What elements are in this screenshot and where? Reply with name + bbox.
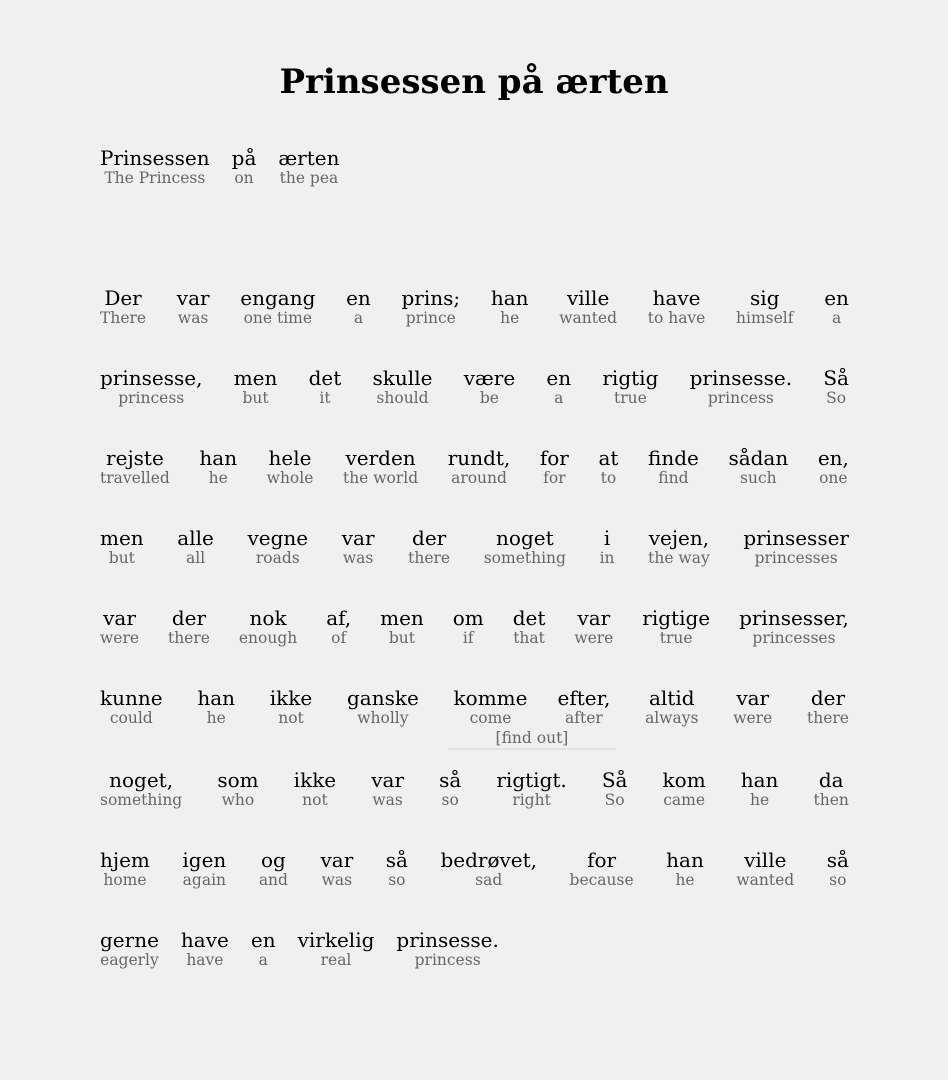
- english-gloss: was: [372, 791, 403, 809]
- word[interactable]: [600, 526, 615, 568]
- word[interactable]: [239, 606, 297, 648]
- word[interactable]: [100, 446, 170, 488]
- danish-word: men: [100, 526, 144, 550]
- english-gloss: eagerly: [100, 951, 159, 969]
- danish-word: igen: [182, 848, 227, 872]
- danish-word: ville: [744, 848, 787, 872]
- word[interactable]: [663, 768, 706, 810]
- danish-word: prinsesser,: [739, 606, 849, 630]
- phrase-group[interactable]: [454, 686, 611, 750]
- word[interactable]: [401, 286, 460, 328]
- english-gloss: wholly: [357, 709, 409, 727]
- danish-word: have: [652, 286, 701, 310]
- english-gloss: and: [258, 871, 288, 889]
- english-gloss: the pea: [279, 169, 339, 187]
- word[interactable]: [733, 686, 772, 728]
- word[interactable]: [440, 848, 537, 890]
- english-gloss: prince: [405, 309, 456, 327]
- word[interactable]: [177, 526, 214, 568]
- english-gloss: so: [388, 871, 406, 889]
- text-line: [100, 446, 849, 488]
- danish-word: virkelig: [297, 928, 375, 952]
- danish-word: i: [603, 526, 611, 550]
- danish-word: han: [199, 446, 238, 470]
- danish-word: at: [598, 446, 619, 470]
- danish-word: som: [217, 768, 259, 792]
- english-gloss: that: [513, 629, 545, 647]
- danish-word: rigtig: [602, 366, 659, 390]
- word[interactable]: [439, 768, 461, 810]
- danish-word: han: [490, 286, 529, 310]
- english-gloss: find: [658, 469, 689, 487]
- danish-word: prinsesse.: [396, 928, 499, 952]
- danish-word: var: [176, 286, 210, 310]
- word[interactable]: [642, 606, 710, 648]
- word[interactable]: [100, 928, 159, 970]
- english-gloss: he: [208, 469, 228, 487]
- english-gloss: true: [659, 629, 693, 647]
- word[interactable]: [741, 768, 779, 810]
- text-line: [100, 366, 849, 408]
- english-gloss: a: [258, 951, 268, 969]
- word[interactable]: [270, 686, 312, 728]
- danish-word: en: [250, 928, 276, 952]
- english-gloss: if: [462, 629, 474, 647]
- word[interactable]: [100, 606, 139, 648]
- word[interactable]: [182, 848, 226, 890]
- danish-word: komme: [453, 686, 528, 710]
- word[interactable]: [294, 768, 336, 810]
- danish-word: ganske: [346, 686, 419, 710]
- danish-word: være: [463, 366, 516, 390]
- word[interactable]: [690, 366, 792, 408]
- english-gloss: not: [278, 709, 304, 727]
- english-gloss: so: [441, 791, 459, 809]
- english-gloss: princesses: [752, 629, 836, 647]
- english-gloss: a: [353, 309, 364, 327]
- word[interactable]: [464, 366, 516, 408]
- english-gloss: so: [829, 871, 847, 889]
- word[interactable]: [648, 446, 699, 488]
- phrase-words: [454, 686, 611, 728]
- english-gloss: princess: [707, 389, 774, 407]
- word[interactable]: [602, 366, 658, 408]
- danish-word: var: [103, 606, 136, 630]
- english-gloss: something: [483, 549, 566, 567]
- word[interactable]: [347, 686, 419, 728]
- danish-word: altid: [648, 686, 695, 710]
- word[interactable]: [100, 848, 150, 890]
- danish-word: rigtige: [642, 606, 711, 630]
- word[interactable]: [491, 286, 529, 328]
- word[interactable]: [278, 146, 339, 188]
- word[interactable]: [247, 526, 308, 568]
- danish-word: på: [231, 146, 257, 170]
- english-gloss: always: [645, 709, 699, 727]
- word[interactable]: [602, 768, 628, 810]
- word[interactable]: [177, 286, 210, 328]
- english-gloss: such: [740, 469, 777, 487]
- danish-word: nok: [249, 606, 287, 630]
- word[interactable]: [574, 606, 613, 648]
- danish-word: prinsesse,: [100, 366, 203, 390]
- danish-word: skulle: [372, 366, 433, 390]
- danish-word: om: [452, 606, 484, 630]
- word[interactable]: [736, 286, 793, 328]
- english-gloss: in: [599, 549, 615, 567]
- word[interactable]: [259, 848, 288, 890]
- danish-word: engang: [240, 286, 316, 310]
- page-title: Prinsessen på ærten: [279, 62, 669, 102]
- english-gloss: again: [182, 871, 227, 889]
- danish-word: der: [810, 686, 846, 710]
- text-line: [100, 526, 849, 568]
- english-gloss: there: [408, 549, 451, 567]
- english-gloss: he: [500, 309, 520, 327]
- word[interactable]: [371, 768, 404, 810]
- english-gloss: princess: [414, 951, 481, 969]
- english-gloss: something: [100, 791, 183, 809]
- text-line: [100, 848, 849, 890]
- word[interactable]: [234, 366, 278, 408]
- danish-word: Så: [823, 366, 849, 390]
- word[interactable]: [380, 606, 424, 648]
- heading-line: [100, 146, 849, 188]
- english-gloss: but: [108, 549, 135, 567]
- word[interactable]: [454, 686, 528, 728]
- danish-word: noget: [496, 526, 554, 550]
- english-gloss: to: [600, 469, 617, 487]
- english-gloss: true: [613, 389, 647, 407]
- english-gloss: were: [100, 629, 140, 647]
- danish-word: var: [371, 768, 405, 792]
- danish-word: var: [341, 526, 375, 550]
- danish-word: kom: [662, 768, 706, 792]
- danish-word: hele: [268, 446, 312, 470]
- word[interactable]: [453, 606, 484, 648]
- danish-word: en,: [817, 446, 849, 470]
- english-gloss: come: [469, 709, 512, 727]
- danish-word: en: [546, 366, 572, 390]
- danish-word: han: [740, 768, 779, 792]
- word[interactable]: [496, 768, 566, 810]
- english-gloss: was: [177, 309, 209, 327]
- danish-word: en: [824, 286, 849, 310]
- english-gloss: for: [543, 469, 566, 487]
- word[interactable]: [199, 446, 237, 488]
- text-line: [100, 928, 849, 970]
- word[interactable]: [326, 606, 351, 648]
- word[interactable]: [100, 286, 146, 328]
- danish-word: Så: [601, 768, 628, 792]
- danish-word: rigtigt.: [496, 768, 567, 792]
- word[interactable]: [342, 526, 375, 568]
- word[interactable]: [570, 848, 634, 890]
- danish-word: da: [818, 768, 844, 792]
- word[interactable]: [168, 606, 210, 648]
- english-gloss: be: [479, 389, 499, 407]
- english-gloss: all: [186, 549, 206, 567]
- english-gloss: were: [733, 709, 773, 727]
- english-gloss: one: [819, 469, 848, 487]
- danish-word: vegne: [247, 526, 309, 550]
- word[interactable]: [181, 928, 229, 970]
- danish-word: ikke: [293, 768, 337, 792]
- danish-word: han: [666, 848, 704, 872]
- word[interactable]: [823, 366, 849, 408]
- danish-word: gerne: [100, 928, 159, 952]
- word[interactable]: [818, 446, 849, 488]
- danish-word: han: [197, 686, 236, 710]
- word[interactable]: [559, 286, 617, 328]
- english-gloss: The Princess: [104, 169, 206, 187]
- word[interactable]: [320, 848, 353, 890]
- english-gloss: real: [320, 951, 352, 969]
- danish-word: af,: [326, 606, 352, 630]
- english-gloss: but: [242, 389, 269, 407]
- danish-word: var: [577, 606, 611, 630]
- danish-word: ærten: [278, 146, 340, 170]
- english-gloss: So: [826, 389, 847, 407]
- text-line: [100, 286, 849, 328]
- word[interactable]: [251, 928, 276, 970]
- english-gloss: of: [331, 629, 347, 647]
- text-line: [100, 686, 849, 750]
- danish-word: der: [412, 526, 447, 550]
- english-gloss: there: [806, 709, 849, 727]
- word[interactable]: [666, 848, 704, 890]
- danish-word: og: [260, 848, 286, 872]
- word[interactable]: [217, 768, 258, 810]
- word[interactable]: [346, 286, 371, 328]
- word[interactable]: [448, 446, 511, 488]
- english-gloss: wanted: [559, 309, 618, 327]
- english-gloss: but: [388, 629, 416, 647]
- danish-word: rundt,: [447, 446, 511, 470]
- english-gloss: was: [321, 871, 353, 889]
- word[interactable]: [827, 848, 849, 890]
- danish-word: rejste: [106, 446, 164, 470]
- danish-word: alle: [177, 526, 214, 550]
- english-gloss: himself: [736, 309, 794, 327]
- text-line: [100, 606, 849, 648]
- danish-word: så: [439, 768, 462, 792]
- word[interactable]: [648, 526, 710, 568]
- danish-word: var: [320, 848, 354, 872]
- word[interactable]: [386, 848, 408, 890]
- word[interactable]: [824, 286, 849, 328]
- english-gloss: princess: [118, 389, 185, 407]
- danish-word: sig: [750, 286, 780, 310]
- word[interactable]: [232, 146, 257, 188]
- danish-word: var: [736, 686, 770, 710]
- word[interactable]: [100, 768, 182, 810]
- english-gloss: to have: [647, 309, 706, 327]
- word[interactable]: [814, 768, 849, 810]
- word[interactable]: [736, 848, 794, 890]
- word[interactable]: [197, 686, 235, 728]
- word[interactable]: [739, 606, 849, 648]
- danish-word: verden: [345, 446, 416, 470]
- danish-word: prins;: [401, 286, 461, 310]
- english-gloss: were: [574, 629, 614, 647]
- danish-word: for: [587, 848, 617, 872]
- danish-word: så: [385, 848, 408, 872]
- word[interactable]: [408, 526, 450, 568]
- english-gloss: was: [342, 549, 374, 567]
- english-gloss: one time: [243, 309, 313, 327]
- english-gloss: right: [512, 791, 551, 809]
- danish-word: men: [380, 606, 424, 630]
- word[interactable]: [373, 366, 433, 408]
- danish-word: prinsesse.: [689, 366, 793, 390]
- word[interactable]: [598, 446, 618, 488]
- english-gloss: there: [167, 629, 210, 647]
- english-gloss: There: [100, 309, 147, 327]
- word[interactable]: [645, 686, 698, 728]
- danish-word: en: [346, 286, 371, 310]
- english-gloss: have: [186, 951, 224, 969]
- danish-word: kunne: [100, 686, 163, 710]
- danish-word: efter,: [557, 686, 611, 710]
- word[interactable]: [267, 446, 314, 488]
- word[interactable]: [540, 446, 569, 488]
- english-gloss: the world: [342, 469, 419, 487]
- english-gloss: who: [221, 791, 255, 809]
- word[interactable]: [807, 686, 849, 728]
- word[interactable]: [343, 446, 418, 488]
- english-gloss: travelled: [100, 469, 170, 487]
- danish-word: Der: [104, 286, 142, 310]
- english-gloss: sad: [475, 871, 503, 889]
- english-gloss: should: [376, 389, 429, 407]
- english-gloss: not: [302, 791, 328, 809]
- word[interactable]: [396, 928, 498, 970]
- word[interactable]: [309, 366, 342, 408]
- danish-word: have: [180, 928, 229, 952]
- danish-word: finde: [648, 446, 699, 470]
- english-gloss: whole: [266, 469, 314, 487]
- danish-word: der: [171, 606, 207, 630]
- word[interactable]: [100, 686, 163, 728]
- english-gloss: could: [109, 709, 153, 727]
- english-gloss: So: [604, 791, 625, 809]
- text-line: [100, 768, 849, 810]
- word[interactable]: [100, 366, 202, 408]
- english-gloss: he: [675, 871, 695, 889]
- danish-word: hjem: [100, 848, 150, 872]
- english-gloss: roads: [255, 549, 300, 567]
- danish-word: det: [308, 366, 342, 390]
- english-gloss: a: [554, 389, 564, 407]
- danish-word: det: [512, 606, 546, 630]
- english-gloss: around: [451, 469, 507, 487]
- english-gloss: home: [103, 871, 147, 889]
- english-gloss: he: [750, 791, 770, 809]
- word[interactable]: [484, 526, 566, 568]
- english-gloss: after: [565, 709, 603, 727]
- english-gloss: on: [234, 169, 254, 187]
- word[interactable]: [648, 286, 706, 328]
- word[interactable]: [546, 366, 571, 408]
- phrase-gloss: [find out]: [448, 728, 617, 750]
- danish-word: men: [233, 366, 278, 390]
- danish-word: vejen,: [648, 526, 710, 550]
- word[interactable]: [728, 446, 788, 488]
- danish-word: bedrøvet,: [440, 848, 538, 872]
- word[interactable]: [513, 606, 546, 648]
- english-gloss: it: [319, 389, 331, 407]
- danish-word: noget,: [109, 768, 174, 792]
- english-gloss: the way: [648, 549, 710, 567]
- danish-word: sådan: [728, 446, 789, 470]
- danish-word: så: [826, 848, 849, 872]
- english-gloss: wanted: [736, 871, 795, 889]
- english-gloss: princesses: [754, 549, 838, 567]
- word[interactable]: [298, 928, 375, 970]
- word[interactable]: [100, 526, 144, 568]
- danish-word: prinsesser: [743, 526, 849, 550]
- word[interactable]: [240, 286, 315, 328]
- english-gloss: enough: [238, 629, 298, 647]
- danish-word: ville: [566, 286, 610, 310]
- english-gloss: then: [813, 791, 849, 809]
- danish-word: Prinsessen: [100, 146, 210, 170]
- danish-word: ikke: [269, 686, 313, 710]
- english-gloss: came: [663, 791, 705, 809]
- word[interactable]: [100, 146, 210, 188]
- word[interactable]: [557, 686, 610, 728]
- danish-word: for: [539, 446, 569, 470]
- english-gloss: a: [831, 309, 842, 327]
- english-gloss: because: [569, 871, 634, 889]
- word[interactable]: [743, 526, 849, 568]
- english-gloss: he: [206, 709, 226, 727]
